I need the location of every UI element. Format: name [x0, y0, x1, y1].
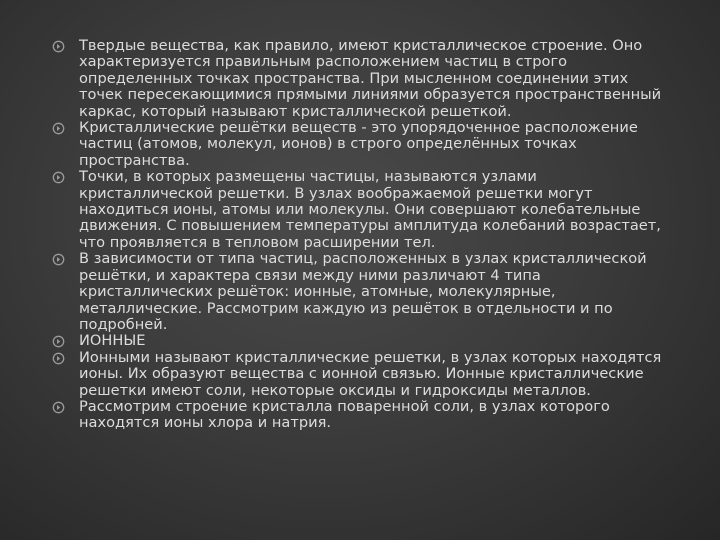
circle-arrow-icon — [52, 122, 65, 135]
circle-arrow-icon — [52, 352, 65, 365]
bullet-item-4 — [52, 251, 667, 333]
bullet-text: В зависимости от типа частиц, расположенных в узлах кристаллической решётки, и характера связи между ними различают 4 типа кристаллических решёток: ионные, атомные, молекулярные, металлические. Рассмотрим каждую из решёток в отдельности и по подробней. — [79, 250, 647, 333]
bullet-item-2 — [52, 120, 667, 169]
bullet-item-7 — [52, 399, 667, 432]
bullet-list — [52, 38, 667, 432]
bullet-item-1 — [52, 38, 667, 120]
circle-arrow-icon — [52, 40, 65, 53]
circle-arrow-icon — [52, 335, 65, 348]
bullet-text: Твердые вещества, как правило, имеют кристаллическое строение. Оно характеризуется правильным расположением частиц в строго определенных точках пространства. При мысленном соединении этих точек пересекающимися прямыми линиями образуется пространственный каркас, который называют кристаллической решеткой. — [79, 37, 662, 120]
circle-arrow-icon — [52, 401, 65, 414]
bullet-text: ИОННЫЕ — [79, 332, 146, 350]
circle-arrow-icon — [52, 253, 65, 266]
bullet-item-3 — [52, 169, 667, 251]
bullet-item-6 — [52, 350, 667, 399]
circle-arrow-icon — [52, 171, 65, 184]
bullet-text: Точки, в которых размещены частицы, называются узлами кристаллической решетки. В узлах воображаемой решетки могут находиться ионы, атомы или молекулы. Они совершают колебательные движения. С повышением температуры амплитуда колебаний возрастает, что проявляется в тепловом расширении тел. — [79, 168, 661, 251]
bullet-text: Кристаллические решётки веществ - это упорядоченное расположение частиц (атомов, молекул, ионов) в строго определённых точках пространства. — [79, 119, 638, 169]
bullet-text: Рассмотрим строение кристалла поваренной соли, в узлах которого находятся ионы хлора и натрия. — [79, 397, 610, 432]
bullet-text: Ионными называют кристаллические решетки, в узлах которых находятся ионы. Их образуют вещества с ионной связью. Ионные кристаллические решетки имеют соли, некоторые оксиды и гидроксиды металлов. — [79, 348, 662, 399]
bullet-item-5 — [52, 333, 667, 349]
